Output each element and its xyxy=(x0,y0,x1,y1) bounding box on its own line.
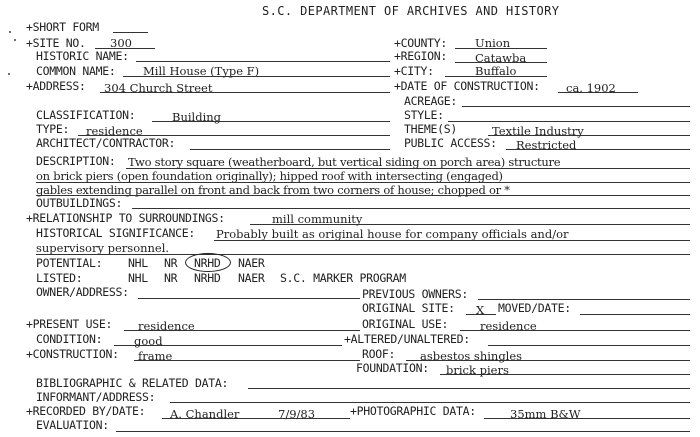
owner-label: OWNER/ADDRESS: xyxy=(36,285,129,299)
acreage-label: ACREAGE: xyxy=(404,94,457,108)
significance-rule-2 xyxy=(36,254,690,255)
date-line xyxy=(558,92,638,93)
themes-line xyxy=(488,135,690,136)
construction-value: frame xyxy=(138,349,173,363)
county-value: Union xyxy=(475,36,511,50)
historic-name-label: HISTORIC NAME: xyxy=(36,49,129,63)
margin-mark xyxy=(14,39,16,41)
city-value: Buffalo xyxy=(475,64,517,78)
region-label: +REGION: xyxy=(394,49,447,63)
moved-date-line xyxy=(580,314,690,315)
description-line-2: on brick piers (open foundation originally); hipped roof with intersecting (engaged) xyxy=(36,169,503,183)
present-use-value: residence xyxy=(138,319,195,333)
classification-label: CLASSIFICATION: xyxy=(36,108,136,122)
moved-date-label: MOVED/DATE: xyxy=(498,301,571,315)
outbuildings-line xyxy=(132,208,690,209)
photographic-value: 35mm B&W xyxy=(510,407,581,421)
foundation-line xyxy=(440,374,690,375)
address-label: +ADDRESS: xyxy=(26,79,86,93)
acreage-line xyxy=(462,106,690,107)
condition-label: CONDITION: xyxy=(36,332,103,346)
recorded-date: 7/9/83 xyxy=(278,407,316,421)
region-value: Catawba xyxy=(475,51,527,65)
listed-label: LISTED: xyxy=(36,271,83,285)
relationship-label: +RELATIONSHIP TO SURROUNDINGS: xyxy=(26,211,225,225)
foundation-label: FOUNDATION: xyxy=(356,361,429,375)
marker-program: S.C. MARKER PROGRAM xyxy=(280,271,406,285)
significance-label: HISTORICAL SIGNIFICANCE: xyxy=(36,226,195,240)
owner-line xyxy=(138,298,360,299)
significance-line-2: supervisory personnel. xyxy=(36,241,170,255)
public-access-label: PUBLIC ACCESS: xyxy=(404,136,497,150)
recorded-name: A. Chandler xyxy=(170,407,240,421)
architect-label: ARCHITECT/CONTRACTOR: xyxy=(36,136,176,150)
photographic-line xyxy=(484,418,690,419)
site-no-label: +SITE NO. xyxy=(26,36,86,50)
city-label: +CITY: xyxy=(394,64,434,78)
original-site-label: ORIGINAL SITE: xyxy=(362,301,455,315)
themes-value: Textile Industry xyxy=(492,124,584,138)
classification-line xyxy=(152,121,390,122)
address-value: 304 Church Street xyxy=(104,81,213,95)
date-label: +DATE OF CONSTRUCTION: xyxy=(394,79,540,93)
potential-label: POTENTIAL: xyxy=(36,256,103,270)
recorded-label: +RECORDED BY/DATE: xyxy=(26,404,146,418)
date-value: ca. 1902 xyxy=(566,81,616,95)
present-use-line xyxy=(124,330,360,331)
listed-nhl: NHL xyxy=(128,271,148,285)
region-line xyxy=(455,62,547,63)
altered-line xyxy=(488,345,690,346)
relationship-line xyxy=(250,224,690,225)
condition-value: good xyxy=(134,334,163,348)
description-line-3: gables extending parallel on front and back from two corners of house; chopped or * xyxy=(36,183,510,197)
themes-label: THEME(S) xyxy=(404,122,457,136)
style-line xyxy=(448,121,690,122)
original-site-line xyxy=(466,314,496,315)
common-name-label: COMMON NAME: xyxy=(36,64,116,78)
listed-naer: NAER xyxy=(238,271,265,285)
roof-line xyxy=(406,360,690,361)
original-use-line xyxy=(460,330,690,331)
classification-value: Building xyxy=(172,110,222,124)
county-label: +COUNTY: xyxy=(394,36,447,50)
roof-label: ROOF: xyxy=(362,347,396,361)
bibliographic-label: BIBLIOGRAPHIC & RELATED DATA: xyxy=(36,376,229,390)
county-line xyxy=(455,48,547,49)
public-access-line xyxy=(506,149,690,150)
description-line-1: Two story square (weatherboard, but vertical siding on porch area) structure xyxy=(128,155,561,169)
significance-line-1: Probably built as original house for company officials and/or xyxy=(216,227,569,241)
significance-rule-1 xyxy=(214,240,690,241)
construction-label: +CONSTRUCTION: xyxy=(26,347,119,361)
type-value: residence xyxy=(86,124,143,138)
city-line xyxy=(445,76,547,77)
construction-line xyxy=(134,360,360,361)
foundation-value: brick piers xyxy=(446,363,509,377)
type-label: TYPE: xyxy=(36,122,70,136)
potential-nhl: NHL xyxy=(128,256,148,270)
nrhd-circle-mark xyxy=(185,253,231,272)
roof-value: asbestos shingles xyxy=(420,349,523,363)
evaluation-label: EVALUATION: xyxy=(36,418,109,432)
listed-nr: NR xyxy=(164,271,178,285)
short-form-line xyxy=(113,32,148,33)
margin-mark xyxy=(8,73,10,75)
common-name-line xyxy=(123,76,390,77)
listed-nrhd: NRHD xyxy=(194,271,221,285)
photographic-label: +PHOTOGRAPHIC DATA: xyxy=(350,404,476,418)
address-line xyxy=(100,92,390,93)
site-no-value: 300 xyxy=(110,36,132,50)
outbuildings-label: OUTBUILDINGS: xyxy=(36,196,123,210)
condition-line xyxy=(114,345,342,346)
common-name-value: Mill House (Type F) xyxy=(143,64,260,78)
original-site-value: X xyxy=(476,303,485,317)
description-rule-3 xyxy=(36,195,690,196)
public-access-value: Restricted xyxy=(516,138,577,152)
form-title: S.C. DEPARTMENT OF ARCHIVES AND HISTORY xyxy=(262,4,560,18)
recorded-line xyxy=(162,418,350,419)
style-label: STYLE: xyxy=(404,108,444,122)
informant-line xyxy=(170,402,690,403)
potential-naer: NAER xyxy=(238,256,265,270)
original-use-value: residence xyxy=(480,319,537,333)
altered-label: +ALTERED/UNALTERED: xyxy=(344,332,470,346)
margin-mark xyxy=(9,31,11,33)
previous-owners-line xyxy=(478,299,690,300)
present-use-label: +PRESENT USE: xyxy=(26,317,113,331)
historic-name-line xyxy=(136,61,390,62)
potential-nr: NR xyxy=(164,256,178,270)
short-form-label: +SHORT FORM xyxy=(26,20,99,34)
architect-line xyxy=(190,149,390,150)
bibliographic-line xyxy=(248,388,690,389)
potential-nrhd: NRHD xyxy=(194,256,221,270)
relationship-value: mill community xyxy=(272,212,363,226)
original-use-label: ORIGINAL USE: xyxy=(362,317,449,331)
previous-owners-label: PREVIOUS OWNERS: xyxy=(362,287,468,301)
informant-label: INFORMANT/ADDRESS: xyxy=(36,390,156,404)
evaluation-line xyxy=(116,431,690,432)
description-label: DESCRIPTION: xyxy=(36,154,116,168)
